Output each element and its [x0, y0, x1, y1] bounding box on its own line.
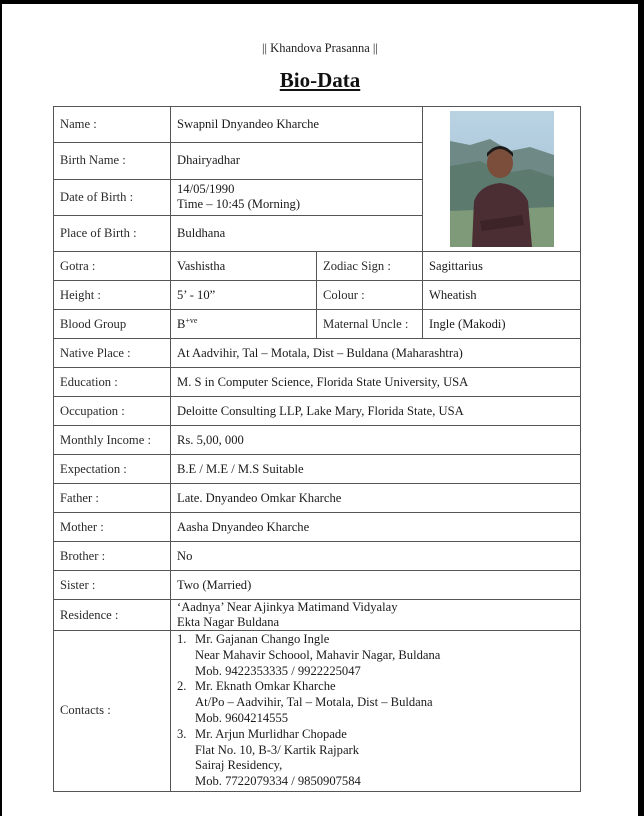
dob-label: Date of Birth :	[54, 179, 171, 215]
gotra-value: Vashistha	[171, 252, 317, 281]
table-row	[54, 426, 581, 455]
father-value: Late. Dnyandeo Omkar Kharche	[171, 484, 581, 513]
birth-name-value: Dhairyadhar	[171, 143, 423, 179]
expectation-value: B.E / M.E / M.S Suitable	[171, 455, 581, 484]
table-row	[54, 310, 581, 339]
occupation-value: Deloitte Consulting LLP, Lake Mary, Florida State, USA	[171, 397, 581, 426]
maternal-uncle-value: Ingle (Makodi)	[423, 310, 581, 339]
contact-item	[177, 632, 574, 679]
native-place-value: At Aadvihir, Tal – Motala, Dist – Buldana (Maharashtra)	[171, 339, 581, 368]
height-label: Height :	[54, 281, 171, 310]
occupation-label: Occupation :	[54, 397, 171, 426]
blood-group-value	[171, 310, 317, 339]
place-of-birth-value: Buldhana	[171, 215, 423, 251]
expectation-label: Expectation :	[54, 455, 171, 484]
contact-line: Mr. Gajanan Chango Ingle	[195, 632, 330, 646]
contact-details	[195, 679, 433, 726]
income-value: Rs. 5,00, 000	[171, 426, 581, 455]
contact-line: Mr. Eknath Omkar Kharche	[195, 679, 336, 694]
contact-item	[177, 679, 574, 726]
contacts-label: Contacts :	[54, 631, 171, 792]
table-row	[54, 368, 581, 397]
colour-label: Colour :	[317, 281, 423, 310]
contact-details	[195, 727, 361, 790]
profile-photo-icon	[450, 111, 554, 247]
document-page	[2, 4, 638, 816]
brother-label: Brother :	[54, 542, 171, 571]
page-title: Bio-Data	[279, 68, 361, 92]
colour-value: Wheatish	[423, 281, 581, 310]
name-value: Swapnil Dnyandeo Kharche	[171, 107, 423, 143]
income-label: Monthly Income :	[54, 426, 171, 455]
sister-label: Sister :	[54, 571, 171, 600]
contact-line: At/Po – Aadvihir, Tal – Motala, Dist – Buldana	[195, 695, 433, 710]
contact-line: Flat No. 10, B-3/ Kartik Rajpark	[195, 742, 360, 757]
contact-line: Mob. 7722079334 / 9850907584	[195, 774, 361, 789]
dob-date: 14/05/1990	[177, 182, 235, 197]
dob-time: Time – 10:45 (Morning)	[177, 197, 301, 212]
biodata-table	[53, 106, 581, 792]
father-label: Father :	[54, 484, 171, 513]
invocation-heading: || Khandova Prasanna ||	[262, 41, 378, 55]
contact-number: 3.	[177, 726, 187, 741]
residence-label: Residence :	[54, 600, 171, 631]
contacts-list	[177, 632, 574, 790]
blood-group-rh: +ve	[185, 315, 198, 325]
contacts-value	[171, 631, 581, 792]
contact-details	[195, 632, 440, 679]
table-row	[54, 484, 581, 513]
photo-cell	[423, 107, 581, 252]
contact-line: Mob. 9422353335 / 9922225047	[195, 663, 361, 678]
residence-line-1: ‘Aadnya’ Near Ajinkya Matimand Vidyalay	[177, 600, 398, 614]
residence-value	[171, 600, 581, 631]
contact-line: Sairaj Residency,	[195, 758, 283, 773]
contact-line: Near Mahavir Schoool, Mahavir Nagar, Buldana	[195, 647, 441, 662]
table-row	[54, 571, 581, 600]
brother-value: No	[171, 542, 581, 571]
native-place-label: Native Place :	[54, 339, 171, 368]
height-value: 5’ - 10”	[171, 281, 317, 310]
sister-value: Two (Married)	[171, 571, 581, 600]
contact-number: 2.	[177, 679, 187, 694]
zodiac-value: Sagittarius	[423, 252, 581, 281]
mother-label: Mother :	[54, 513, 171, 542]
blood-group-label: Blood Group	[54, 310, 171, 339]
blood-group-letter: B	[177, 316, 186, 331]
table-row	[54, 513, 581, 542]
maternal-uncle-label: Maternal Uncle :	[317, 310, 423, 339]
education-label: Education :	[54, 368, 171, 397]
residence-line-2: Ekta Nagar Buldana	[177, 615, 280, 629]
table-row	[54, 600, 581, 631]
mother-value: Aasha Dnyandeo Kharche	[171, 513, 581, 542]
table-row	[54, 397, 581, 426]
table-row	[54, 542, 581, 571]
table-row	[54, 252, 581, 281]
table-row	[54, 339, 581, 368]
contact-item	[177, 727, 574, 790]
table-row	[54, 107, 581, 143]
gotra-label: Gotra :	[54, 252, 171, 281]
table-row	[54, 281, 581, 310]
education-value: M. S in Computer Science, Florida State University, USA	[171, 368, 581, 397]
table-row	[54, 631, 581, 792]
place-of-birth-label: Place of Birth :	[54, 215, 171, 251]
zodiac-label: Zodiac Sign :	[317, 252, 423, 281]
birth-name-label: Birth Name :	[54, 143, 171, 179]
name-label: Name :	[54, 107, 171, 143]
contact-line: Mr. Arjun Murlidhar Chopade	[195, 726, 347, 741]
dob-value	[171, 179, 423, 215]
contact-line: Mob. 9604214555	[195, 710, 289, 725]
table-row	[54, 455, 581, 484]
contact-number: 1.	[177, 632, 187, 646]
